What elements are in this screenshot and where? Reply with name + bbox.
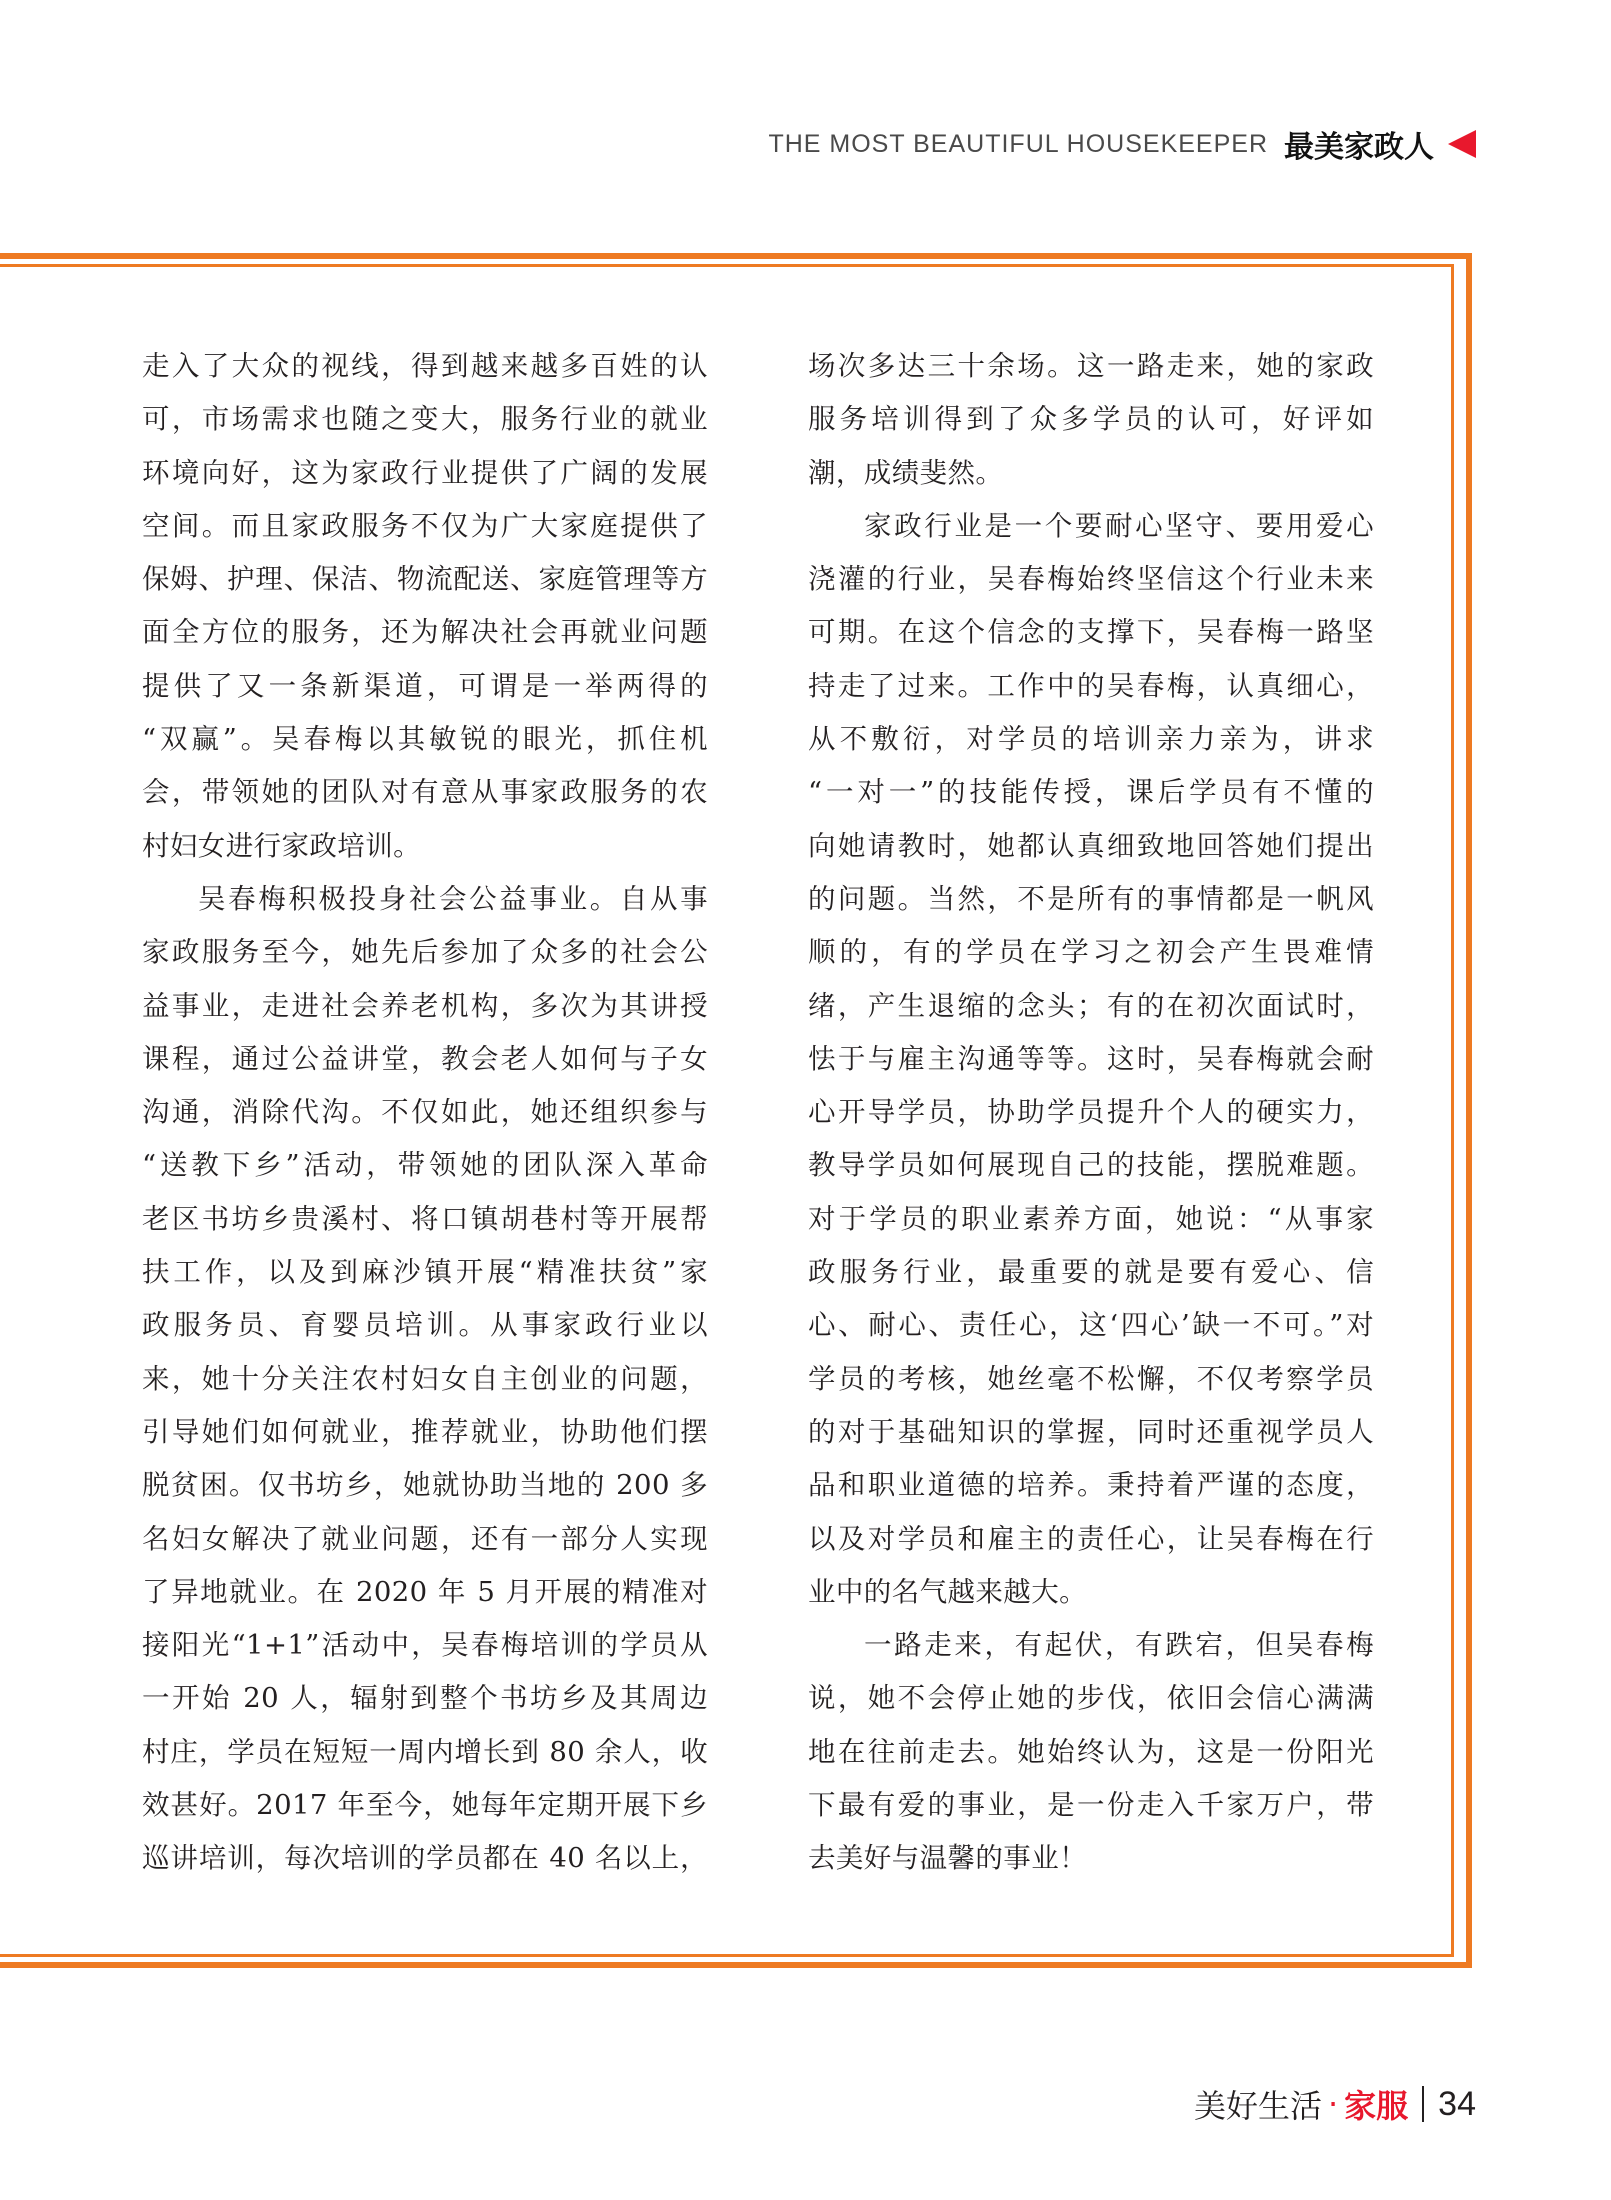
- text-line: 持走了过来。工作中的吴春梅，认真细心，: [808, 669, 1374, 702]
- text-line: 去美好与温馨的事业！: [808, 1842, 1087, 1875]
- text-line: 环境向好，这为家政行业提供了广阔的发展: [142, 456, 708, 489]
- text-line: 心、耐心、责任心，这‘四心’缺一不可。”对: [808, 1309, 1374, 1342]
- header-english-title: THE MOST BEAUTIFUL HOUSEKEEPER: [768, 129, 1268, 158]
- text-line: 可期。在这个信念的支撑下，吴春梅一路坚: [808, 616, 1374, 649]
- text-line: 扶工作，以及到麻沙镇开展“精准扶贫”家: [142, 1256, 708, 1289]
- footer-divider: [1422, 2086, 1424, 2122]
- text-line: “一对一”的技能传授，课后学员有不懂的: [808, 776, 1374, 809]
- section-name: 家服: [1344, 2087, 1409, 2125]
- text-line: 场次多达三十余场。这一路走来，她的家政: [808, 350, 1374, 382]
- text-line: 的问题。当然，不是所有的事情都是一帆风: [808, 882, 1374, 915]
- article-left-column: [142, 340, 708, 1886]
- text-line: 绪，产生退缩的念头；有的在初次面试时，: [808, 989, 1374, 1022]
- text-line: 接阳光“1+1”活动中，吴春梅培训的学员从: [142, 1629, 708, 1662]
- text-line: 的对于基础知识的掌握，同时还重视学员人: [808, 1415, 1374, 1448]
- text-line: 对于学员的职业素养方面，她说：“从事家: [808, 1202, 1374, 1235]
- text-line: 走入了大众的视线，得到越来越多百姓的认: [142, 350, 708, 382]
- text-line: “送教下乡”活动，带领她的团队深入革命: [142, 1149, 708, 1182]
- text-line: 村妇女进行家政培训。: [142, 829, 421, 862]
- text-line: 政服务行业，最重要的就是要有爱心、信: [808, 1256, 1374, 1289]
- text-line: 了异地就业。在 2020 年 5 月开展的精准对: [142, 1575, 708, 1608]
- text-line: 浇灌的行业，吴春梅始终坚信这个行业未来: [808, 563, 1374, 596]
- text-line: 潮，成绩斐然。: [808, 456, 1004, 489]
- text-line: 政服务员、育婴员培训。从事家政行业以: [142, 1309, 708, 1342]
- text-line: 下最有爱的事业，是一份走入千家万户，带: [808, 1789, 1374, 1822]
- text-line: 服务培训得到了众多学员的认可，好评如: [808, 403, 1374, 436]
- text-line: 空间。而且家政服务不仅为广大家庭提供了: [142, 509, 708, 542]
- text-line: 教导学员如何展现自己的技能，摆脱难题。: [808, 1149, 1374, 1182]
- text-line: 老区书坊乡贵溪村、将口镇胡巷村等开展帮: [142, 1202, 708, 1235]
- paragraph-start-line: 一路走来，有起伏，有跌宕，但吴春梅: [864, 1629, 1374, 1662]
- text-line: 地在往前走去。她始终认为，这是一份阳光: [808, 1735, 1374, 1768]
- text-line: “双赢”。吴春梅以其敏锐的眼光，抓住机: [142, 723, 708, 756]
- text-line: 巡讲培训，每次培训的学员都在 40 名以上，: [142, 1842, 708, 1875]
- text-line: 来，她十分关注农村妇女自主创业的问题，: [142, 1362, 708, 1395]
- text-line: 家政服务至今，她先后参加了众多的社会公: [142, 936, 708, 969]
- red-triangle-icon: [1448, 130, 1476, 158]
- text-line: 向她请教时，她都认真细致地回答她们提出: [808, 829, 1374, 862]
- text-line: 脱贫困。仅书坊乡，她就协助当地的 200 多: [142, 1469, 708, 1502]
- page-footer: [1194, 2082, 1476, 2126]
- page-header: [768, 124, 1476, 164]
- text-line: 效甚好。2017 年至今，她每年定期开展下乡: [142, 1789, 708, 1822]
- text-line: 心开导学员，协助学员提升个人的硬实力，: [808, 1096, 1374, 1129]
- text-line: 说，她不会停止她的步伐，依旧会信心满满: [808, 1682, 1374, 1715]
- page-number: 34: [1438, 2084, 1476, 2123]
- text-line: 以及对学员和雇主的责任心，让吴春梅在行: [808, 1522, 1374, 1555]
- text-line: 村庄，学员在短短一周内增长到 80 余人，收: [142, 1735, 708, 1768]
- text-line: 会，带领她的团队对有意从事家政服务的农: [142, 776, 708, 809]
- text-line: 课程，通过公益讲堂，教会老人如何与子女: [142, 1042, 708, 1075]
- text-line: 从不敷衍，对学员的培训亲力亲为，讲求: [808, 723, 1374, 756]
- text-line: 怯于与雇主沟通等等。这时，吴春梅就会耐: [808, 1042, 1374, 1075]
- text-line: 顺的，有的学员在学习之初会产生畏难情: [808, 936, 1374, 969]
- text-line: 可，市场需求也随之变大，服务行业的就业: [142, 403, 708, 436]
- article-right-column: [808, 340, 1374, 1886]
- header-chinese-title: 最美家政人: [1284, 130, 1434, 165]
- text-line: 保姆、护理、保洁、物流配送、家庭管理等方: [142, 563, 708, 596]
- text-line: 一开始 20 人，辐射到整个书坊乡及其周边: [142, 1682, 708, 1715]
- text-line: 益事业，走进社会养老机构，多次为其讲授: [142, 989, 708, 1022]
- text-line: 面全方位的服务，还为解决社会再就业问题: [142, 616, 708, 649]
- text-line: 品和职业道德的培养。秉持着严谨的态度，: [808, 1469, 1374, 1502]
- text-line: 提供了又一条新渠道，可谓是一举两得的: [142, 669, 708, 702]
- text-line: 名妇女解决了就业问题，还有一部分人实现: [142, 1522, 708, 1555]
- paragraph-start-line: 家政行业是一个要耐心坚守、要用爱心: [864, 509, 1374, 542]
- text-line: 学员的考核，她丝毫不松懈，不仅考察学员: [808, 1362, 1374, 1395]
- text-line: 业中的名气越来越大。: [808, 1575, 1087, 1608]
- paragraph-start-line: 吴春梅积极投身社会公益事业。自从事: [198, 882, 708, 915]
- footer-dot: ·: [1327, 2085, 1339, 2123]
- text-line: 引导她们如何就业，推荐就业，协助他们摆: [142, 1415, 708, 1448]
- text-line: 沟通，消除代沟。不仅如此，她还组织参与: [142, 1096, 708, 1129]
- magazine-name: 美好生活: [1193, 2087, 1322, 2125]
